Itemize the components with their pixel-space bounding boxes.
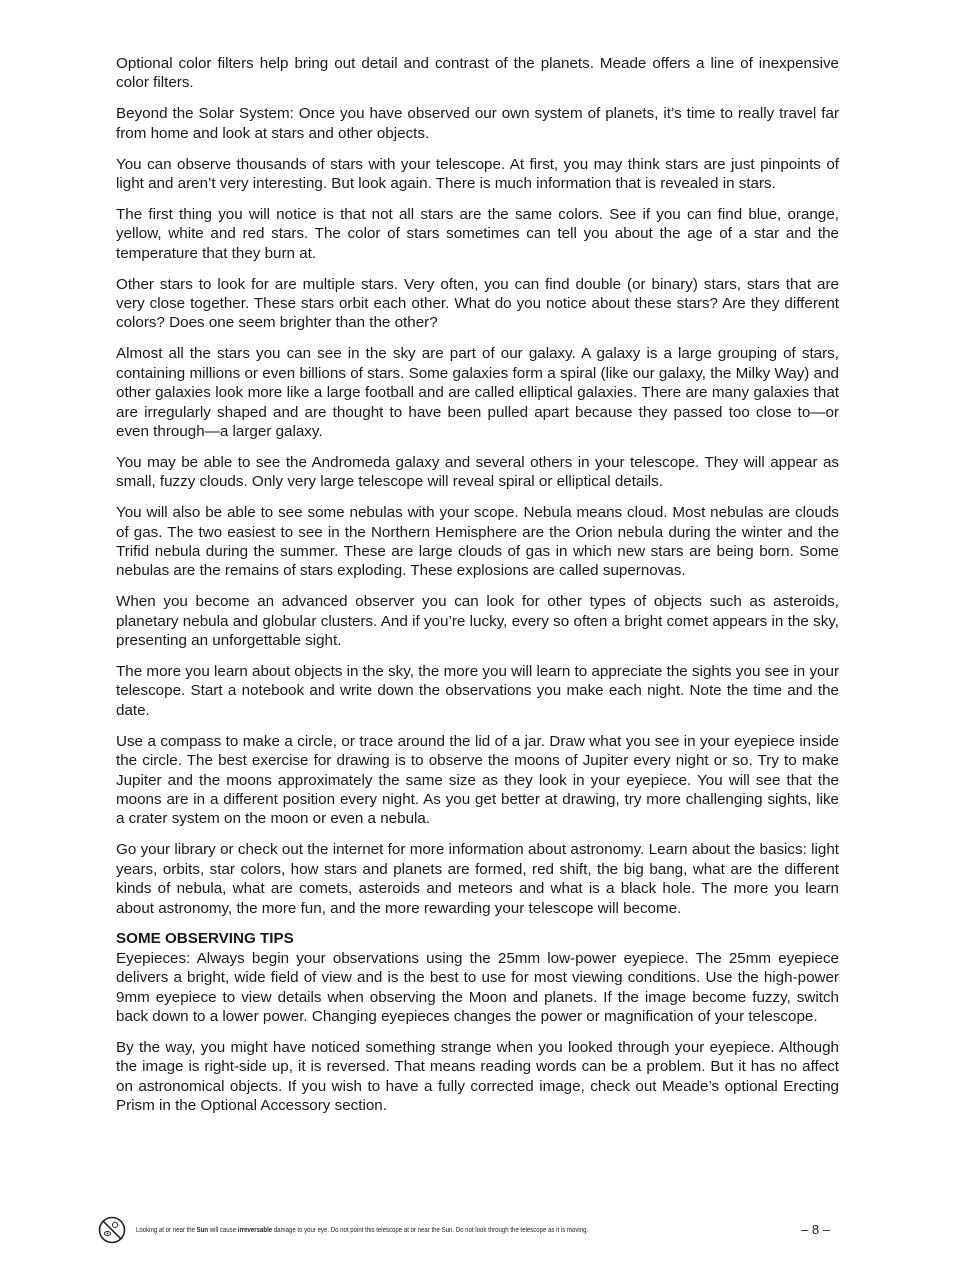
page-footer xyxy=(98,1216,838,1246)
warning-suffix: damage to your eye. Do not point this telescope at or near the Sun. Do not look through the telescope as it is moving. xyxy=(272,1225,589,1234)
warning-prefix: Looking at or near the xyxy=(136,1225,197,1234)
page-body xyxy=(116,54,839,1116)
section-heading-observing-tips: SOME OBSERVING TIPS xyxy=(116,930,294,948)
paragraph-by-the-way: By the way, you might have noticed something strange when you looked through your eyepiece. Although the image is right-side up, it is reversed. That means reading words can be a problem. But it has no affect on astronomical objects. If you wish to have a fully corrected image, check out Meade’s optional Erecting Prism in the Optional Accessory section. xyxy=(116,1038,839,1115)
paragraph-star-colors: The first thing you will notice is that not all stars are the same colors. See if you can find blue, orange, yellow, white and red stars. The color of stars sometimes can tell you about the age of a star and the temperature that they burn at. xyxy=(116,205,839,262)
paragraph-drawing: Use a compass to make a circle, or trace around the lid of a jar. Draw what you see in your eyepiece inside the circle. The best exercise for drawing is to observe the moons of Jupiter every night or so. Try to make Jupiter and the moons approximately the same size as they look in your eyepiece. You will see that the moons are in a different position every night. As you get better at drawing, try more challenging sights, like a crater system on the moon or even a nebula. xyxy=(116,732,839,828)
paragraph-observe-stars: You can observe thousands of stars with your telescope. At first, you may think stars are just pinpoints of light and aren’t very interesting. But look again. There is much information that is revealed in stars. xyxy=(116,155,839,193)
warning-mid: will cause xyxy=(208,1225,238,1234)
paragraph-multiple-stars: Other stars to look for are multiple stars. Very often, you can find double (or binary) stars, stars that are very close together. These stars orbit each other. What do you notice about these stars? Are they different colors? Does one seem brighter than the other? xyxy=(116,275,839,332)
paragraph-color-filters: Optional color filters help bring out detail and contrast of the planets. Meade offers a line of inexpensive color filters. xyxy=(116,55,839,92)
warning-sun: Sun xyxy=(196,1225,209,1234)
paragraph-beyond-solar-system: Beyond the Solar System: Once you have observed our own system of planets, it’s time to really travel far from home and look at stars and other objects. xyxy=(116,105,839,142)
warning-irreversable: irreversable xyxy=(237,1225,273,1234)
paragraph-galaxy: Almost all the stars you can see in the sky are part of our galaxy. A galaxy is a large grouping of stars, containing millions or even billions of stars. Some galaxies form a spiral (like our galaxy, the Milky Way) and other galaxies look more like a large football and are called elliptical galaxies. There are many galaxies that are irregularly shaped and are thought to have been pulled apart because they passed too close to—or even through—a larger galaxy. xyxy=(116,345,839,440)
paragraph-library: Go your library or check out the internet for more information about astronomy. Learn about the basics: light years, orbits, star colors, how stars and planets are formed, red shift, the big bang, what are the different kinds of nebula, what are comets, asteroids and meteors and what is a black hole. The more you learn about astronomy, the more fun, and the more rewarding your telescope will become. xyxy=(116,841,839,917)
paragraph-notebook: The more you learn about objects in the sky, the more you will learn to appreciate the sights you see in your telescope. Start a notebook and write down the observations you make each night. Note the time and the date. xyxy=(116,663,839,719)
paragraph-andromeda: You may be able to see the Andromeda galaxy and several others in your telescope. They will appear as small, fuzzy clouds. Only very large telescope will reveal spiral or elliptical details. xyxy=(116,453,839,491)
sun-warning-text xyxy=(136,1225,588,1234)
page-number: – 8 – xyxy=(801,1222,830,1237)
no-sun-warning-icon xyxy=(98,1216,126,1244)
paragraph-nebulas: You will also be able to see some nebulas with your scope. Nebula means cloud. Most nebulas are clouds of gas. The two easiest to see in the Northern Hemisphere are the Orion nebula during the winter and the Trifid nebula during the summer. These are large clouds of gas in which new stars are being born. Some nebulas are the remains of stars exploding. These explosions are called supernovas. xyxy=(116,504,839,580)
paragraph-eyepieces: Eyepieces: Always begin your observations using the 25mm low-power eyepiece. The 25mm eyepiece delivers a bright, wide field of view and is the best to use for most viewing conditions. Use the high-power 9mm eyepiece to view details when observing the Moon and planets. If the image become fuzzy, switch back down to a lower power. Changing eyepieces changes the power or magnification of your telescope. xyxy=(116,949,839,1026)
paragraph-advanced-observer: When you become an advanced observer you can look for other types of objects such as asteroids, planetary nebula and globular clusters. And if you’re lucky, every so often a bright comet appears in the sky, presenting an unforgettable sight. xyxy=(116,593,839,650)
